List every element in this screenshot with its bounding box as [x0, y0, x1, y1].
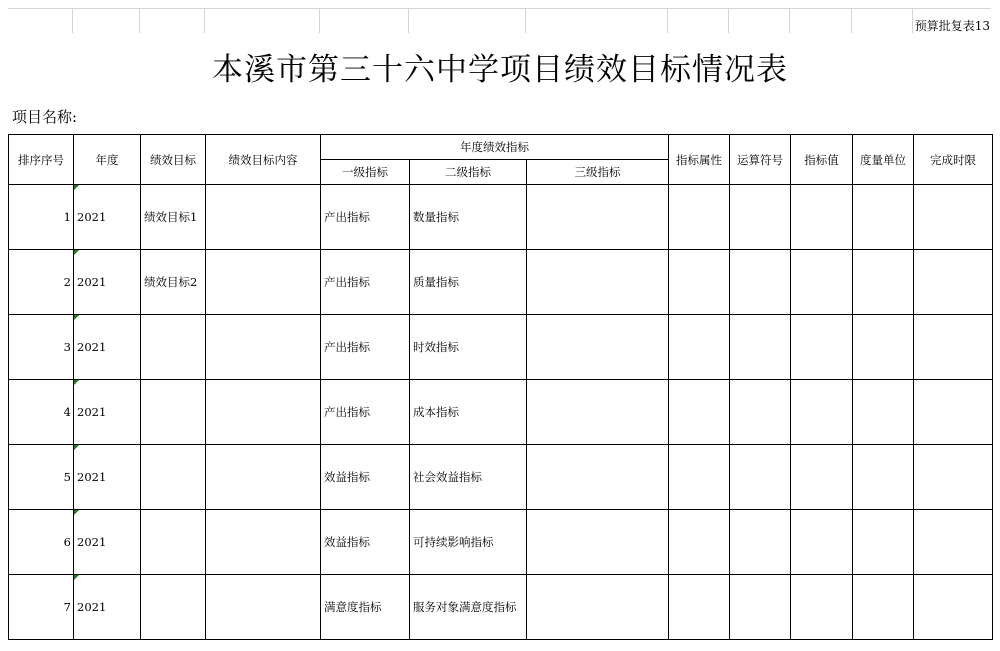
- cell-attr[interactable]: [669, 445, 730, 510]
- table-row: [9, 250, 993, 315]
- cell-operator[interactable]: [730, 575, 791, 640]
- performance-table: [8, 134, 993, 640]
- cell-level3[interactable]: [527, 185, 669, 250]
- cell-level2[interactable]: 时效指标: [410, 315, 527, 380]
- cell-goal[interactable]: [141, 445, 206, 510]
- cell-deadline[interactable]: [914, 445, 993, 510]
- cell-attr[interactable]: [669, 380, 730, 445]
- cell-seq[interactable]: 6: [9, 510, 74, 575]
- cell-attr[interactable]: [669, 250, 730, 315]
- header-year: 年度: [74, 135, 141, 185]
- cell-level2[interactable]: 数量指标: [410, 185, 527, 250]
- table-row: [9, 315, 993, 380]
- cell-unit[interactable]: [853, 510, 914, 575]
- cell-level1[interactable]: 满意度指标: [321, 575, 410, 640]
- cell-goal-content[interactable]: [206, 315, 321, 380]
- cell-year[interactable]: 2021: [74, 445, 141, 510]
- cell-value[interactable]: [791, 185, 853, 250]
- cell-deadline[interactable]: [914, 185, 993, 250]
- cell-seq[interactable]: 1: [9, 185, 74, 250]
- cell-seq[interactable]: 2: [9, 250, 74, 315]
- cell-value[interactable]: [791, 510, 853, 575]
- form-code: 预算批复表13: [914, 19, 990, 33]
- cell-seq[interactable]: 5: [9, 445, 74, 510]
- cell-level1[interactable]: 效益指标: [321, 510, 410, 575]
- header-goal: 绩效目标: [141, 135, 206, 185]
- cell-level2[interactable]: 成本指标: [410, 380, 527, 445]
- cell-seq[interactable]: 7: [9, 575, 74, 640]
- table-row: [9, 445, 993, 510]
- cell-unit[interactable]: [853, 315, 914, 380]
- cell-level2[interactable]: 质量指标: [410, 250, 527, 315]
- cell-level3[interactable]: [527, 510, 669, 575]
- cell-level2[interactable]: 社会效益指标: [410, 445, 527, 510]
- cell-level3[interactable]: [527, 380, 669, 445]
- cell-value[interactable]: [791, 445, 853, 510]
- cell-unit[interactable]: [853, 575, 914, 640]
- header-level3: 三级指标: [527, 160, 669, 185]
- cell-seq[interactable]: 4: [9, 380, 74, 445]
- cell-value[interactable]: [791, 250, 853, 315]
- header-annual-indicators: 年度绩效指标: [321, 135, 669, 160]
- cell-level3[interactable]: [527, 250, 669, 315]
- cell-level3[interactable]: [527, 575, 669, 640]
- cell-value[interactable]: [791, 380, 853, 445]
- cell-level1[interactable]: 产出指标: [321, 185, 410, 250]
- cell-operator[interactable]: [730, 380, 791, 445]
- cell-deadline[interactable]: [914, 250, 993, 315]
- cell-operator[interactable]: [730, 510, 791, 575]
- header-level2: 二级指标: [410, 160, 527, 185]
- cell-goal-content[interactable]: [206, 250, 321, 315]
- cell-operator[interactable]: [730, 315, 791, 380]
- cell-year[interactable]: 2021: [74, 185, 141, 250]
- cell-goal[interactable]: 绩效目标2: [141, 250, 206, 315]
- cell-year[interactable]: 2021: [74, 575, 141, 640]
- header-deadline: 完成时限: [914, 135, 993, 185]
- cell-goal-content[interactable]: [206, 575, 321, 640]
- cell-seq[interactable]: 3: [9, 315, 74, 380]
- performance-table-container: [8, 134, 993, 640]
- cell-level1[interactable]: 效益指标: [321, 445, 410, 510]
- cell-unit[interactable]: [853, 185, 914, 250]
- table-row: [9, 380, 993, 445]
- table-row: [9, 185, 993, 250]
- cell-operator[interactable]: [730, 250, 791, 315]
- header-seq: 排序序号: [9, 135, 74, 185]
- cell-attr[interactable]: [669, 575, 730, 640]
- project-name-label: 项目名称:: [12, 108, 78, 126]
- cell-attr[interactable]: [669, 510, 730, 575]
- cell-unit[interactable]: [853, 250, 914, 315]
- header-operator: 运算符号: [730, 135, 791, 185]
- cell-level1[interactable]: 产出指标: [321, 250, 410, 315]
- cell-deadline[interactable]: [914, 315, 993, 380]
- cell-goal-content[interactable]: [206, 185, 321, 250]
- cell-year[interactable]: 2021: [74, 380, 141, 445]
- cell-operator[interactable]: [730, 445, 791, 510]
- sheet-top-gridlines: [8, 8, 991, 33]
- cell-goal-content[interactable]: [206, 380, 321, 445]
- header-goal-content: 绩效目标内容: [206, 135, 321, 185]
- cell-goal-content[interactable]: [206, 445, 321, 510]
- cell-level2[interactable]: 服务对象满意度指标: [410, 575, 527, 640]
- cell-attr[interactable]: [669, 185, 730, 250]
- cell-deadline[interactable]: [914, 575, 993, 640]
- cell-level2[interactable]: 可持续影响指标: [410, 510, 527, 575]
- cell-goal[interactable]: [141, 575, 206, 640]
- page-title: 本溪市第三十六中学项目绩效目标情况表: [212, 52, 788, 88]
- cell-value[interactable]: [791, 575, 853, 640]
- cell-value[interactable]: [791, 315, 853, 380]
- cell-goal-content[interactable]: [206, 510, 321, 575]
- cell-goal[interactable]: [141, 510, 206, 575]
- header-indicator-attr: 指标属性: [669, 135, 730, 185]
- cell-operator[interactable]: [730, 185, 791, 250]
- cell-goal[interactable]: [141, 315, 206, 380]
- header-unit: 度量单位: [853, 135, 914, 185]
- cell-level1[interactable]: 产出指标: [321, 315, 410, 380]
- header-level1: 一级指标: [321, 160, 410, 185]
- table-row: [9, 510, 993, 575]
- table-row: [9, 575, 993, 640]
- cell-unit[interactable]: [853, 380, 914, 445]
- cell-attr[interactable]: [669, 315, 730, 380]
- cell-deadline[interactable]: [914, 510, 993, 575]
- header-indicator-value: 指标值: [791, 135, 853, 185]
- cell-level1[interactable]: 产出指标: [321, 380, 410, 445]
- cell-level3[interactable]: [527, 315, 669, 380]
- cell-goal[interactable]: [141, 380, 206, 445]
- cell-year[interactable]: 2021: [74, 250, 141, 315]
- cell-goal[interactable]: 绩效目标1: [141, 185, 206, 250]
- cell-year[interactable]: 2021: [74, 315, 141, 380]
- cell-deadline[interactable]: [914, 380, 993, 445]
- cell-level3[interactable]: [527, 445, 669, 510]
- cell-year[interactable]: 2021: [74, 510, 141, 575]
- cell-unit[interactable]: [853, 445, 914, 510]
